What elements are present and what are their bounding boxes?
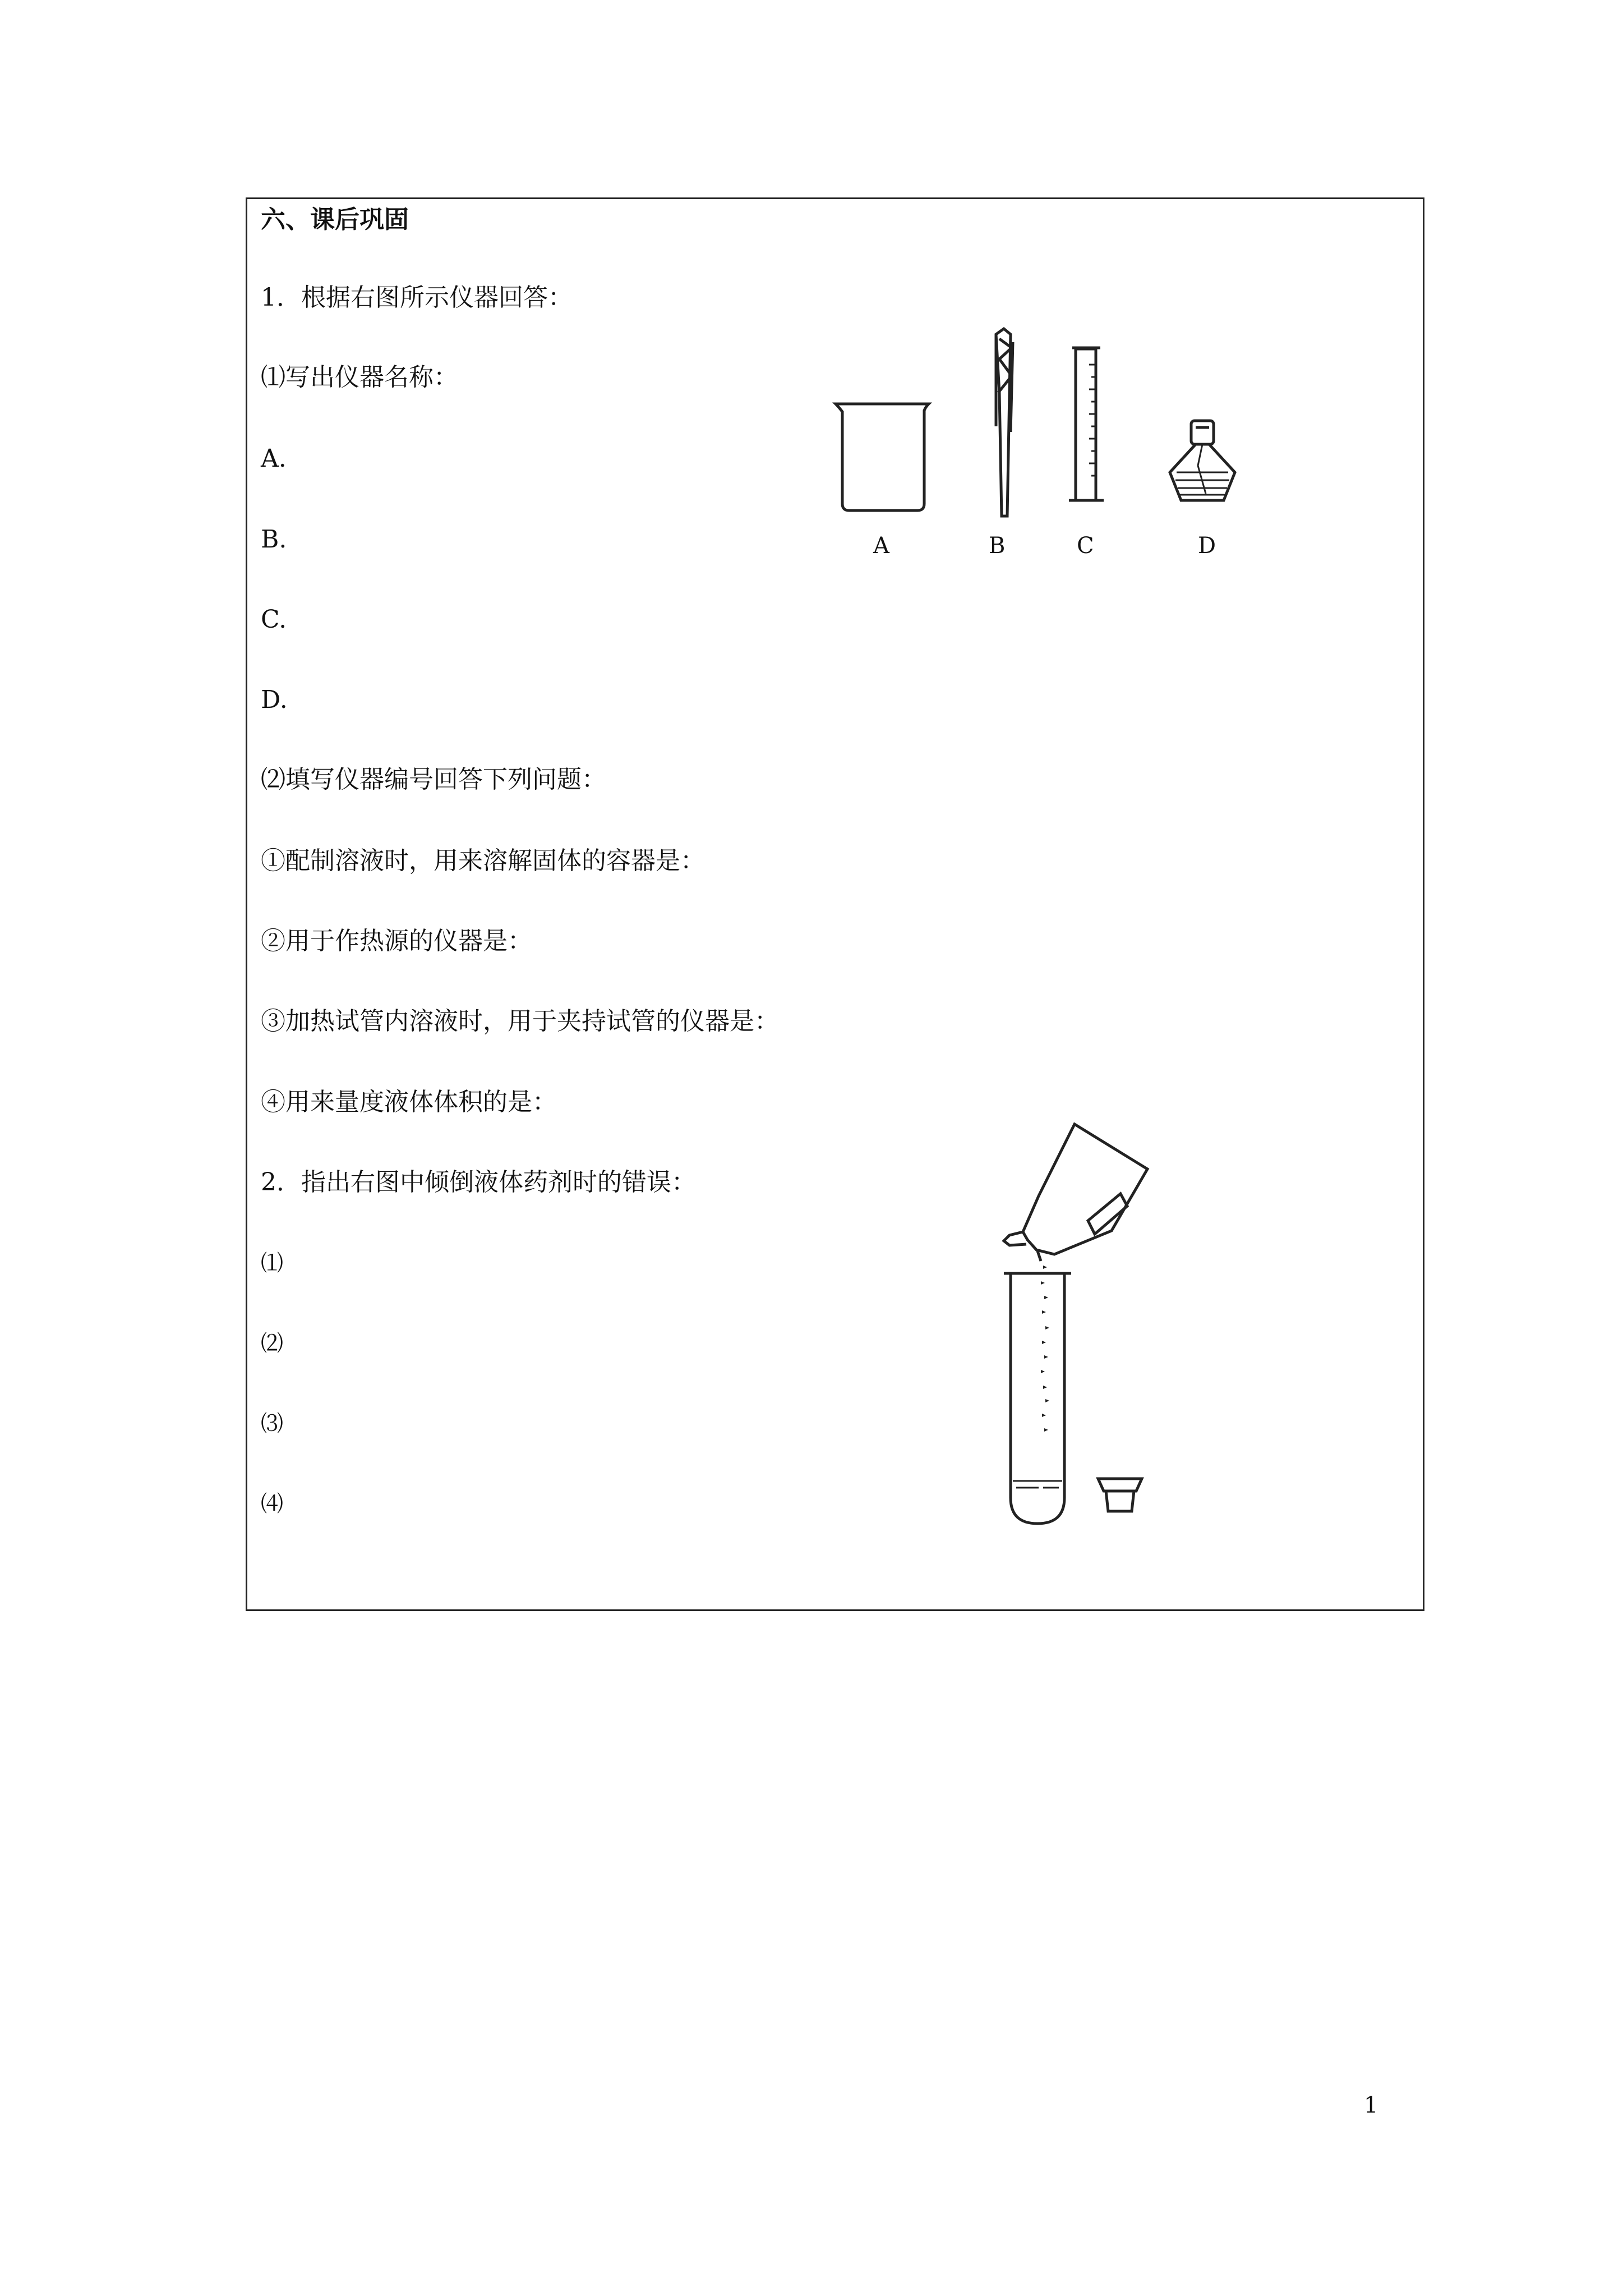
- test-tube-holder-icon: [996, 329, 1013, 516]
- section-heading: 六、课后巩固: [261, 205, 409, 234]
- graduated-cylinder-icon: [1069, 348, 1104, 500]
- figure-label-c: C: [1077, 533, 1094, 559]
- figure-label-a: A: [873, 533, 889, 559]
- question-2-stem: 2．指出右图中倾倒液体药剂时的错误：: [261, 1168, 696, 1197]
- error-blank-3: ⑶: [261, 1411, 283, 1437]
- figure-label-b: B: [989, 533, 1006, 559]
- error-blank-1: ⑴: [261, 1250, 283, 1276]
- error-blank-2: ⑵: [261, 1331, 283, 1356]
- part-2-item-4: ④用来量度液体体积的是：: [261, 1088, 557, 1116]
- test-tube-icon: [1004, 1273, 1071, 1524]
- page-number: 1: [1364, 2092, 1378, 2118]
- question-1-part-2-prompt: ⑵填写仪器编号回答下列问题：: [261, 765, 606, 794]
- option-d-label: D.: [261, 685, 288, 714]
- bottle-stopper-icon: [1098, 1479, 1142, 1511]
- question-1-stem: 1．根据右图所示仪器回答：: [261, 283, 573, 312]
- part-2-item-2: ②用于作热源的仪器是：: [261, 927, 532, 955]
- question-1-part-1-prompt: ⑴写出仪器名称：: [261, 363, 458, 392]
- error-blank-4: ⑷: [261, 1491, 283, 1517]
- alcohol-lamp-icon: [1170, 421, 1235, 500]
- pouring-figure: [987, 1111, 1211, 1537]
- part-2-item-1: ①配制溶液时，用来溶解固体的容器是：: [261, 846, 705, 875]
- option-c-label: C.: [261, 605, 287, 634]
- figure-label-d: D: [1198, 533, 1216, 559]
- option-a-label: A.: [261, 444, 287, 473]
- part-2-item-3: ③加热试管内溶液时，用于夹持试管的仪器是：: [261, 1007, 779, 1036]
- option-b-label: B.: [261, 525, 287, 554]
- beaker-icon: [836, 404, 929, 510]
- reagent-bottle-icon: [1004, 1124, 1147, 1261]
